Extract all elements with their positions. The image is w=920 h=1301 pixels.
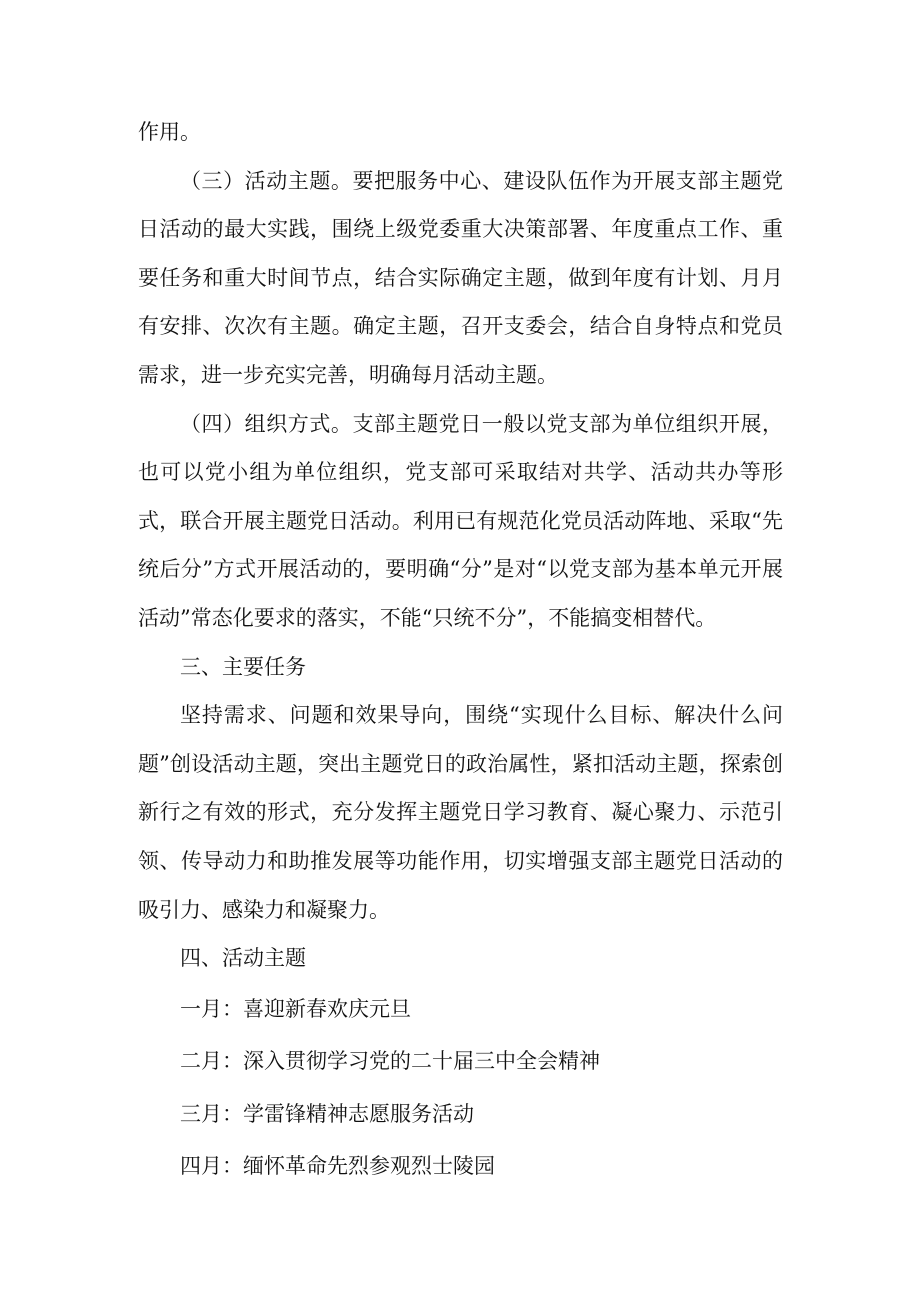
month-theme-item-january: 一月：喜迎新春欢庆元旦 <box>180 996 411 1021</box>
activity-theme-paragraph: （三）活动主题。要把服务中心、建设队伍作为开展支部主题党日活动的最大实践，围绕上级党委重大决策部署、年度重点工作、重要任务和重大时间节点，结合实际确定主题，做到年度有计划、月月有安排、次次有主题。确定主题，召开支委会，结合自身特点和党员需求，进一步充实完善，明确每月活动主题。 <box>138 168 783 387</box>
month-theme-item-april: 四月：缅怀革命先烈参观烈士陵园 <box>180 1154 495 1179</box>
document-body <box>138 108 783 1193</box>
main-tasks-paragraph: 坚持需求、问题和效果导向，围绕“实现什么目标、解决什么问题”创设活动主题，突出主题党日的政治属性，紧扣活动主题，探索创新行之有效的形式，充分发挥主题党日学习教育、凝心聚力、示范引领、传导动力和助推发展等功能作用，切实增强支部主题党日活动的吸引力、感染力和凝聚力。 <box>138 703 783 922</box>
continuation-text: 作用。 <box>138 120 201 144</box>
month-theme-item-march: 三月：学雷锋精神志愿服务活动 <box>180 1101 474 1126</box>
organization-method-paragraph: （四）组织方式。支部主题党日一般以党支部为单位组织开展，也可以党小组为单位组织，党支部可采取结对共学、活动共办等形式，联合开展主题党日活动。利用已有规范化党员活动阵地、采取“先统后分”方式开展活动的，要明确“分”是对“以党支部为基本单元开展活动”常态化要求的落实，不能“只统不分”，不能搞变相替代。 <box>138 411 783 630</box>
section-heading-activity-themes: 四、活动主题 <box>180 946 306 971</box>
monthly-theme-list <box>138 983 783 1193</box>
month-theme-item-february: 二月：深入贯彻学习党的二十届三中全会精神 <box>180 1049 600 1074</box>
section-heading-main-tasks: 三、主要任务 <box>180 654 306 679</box>
